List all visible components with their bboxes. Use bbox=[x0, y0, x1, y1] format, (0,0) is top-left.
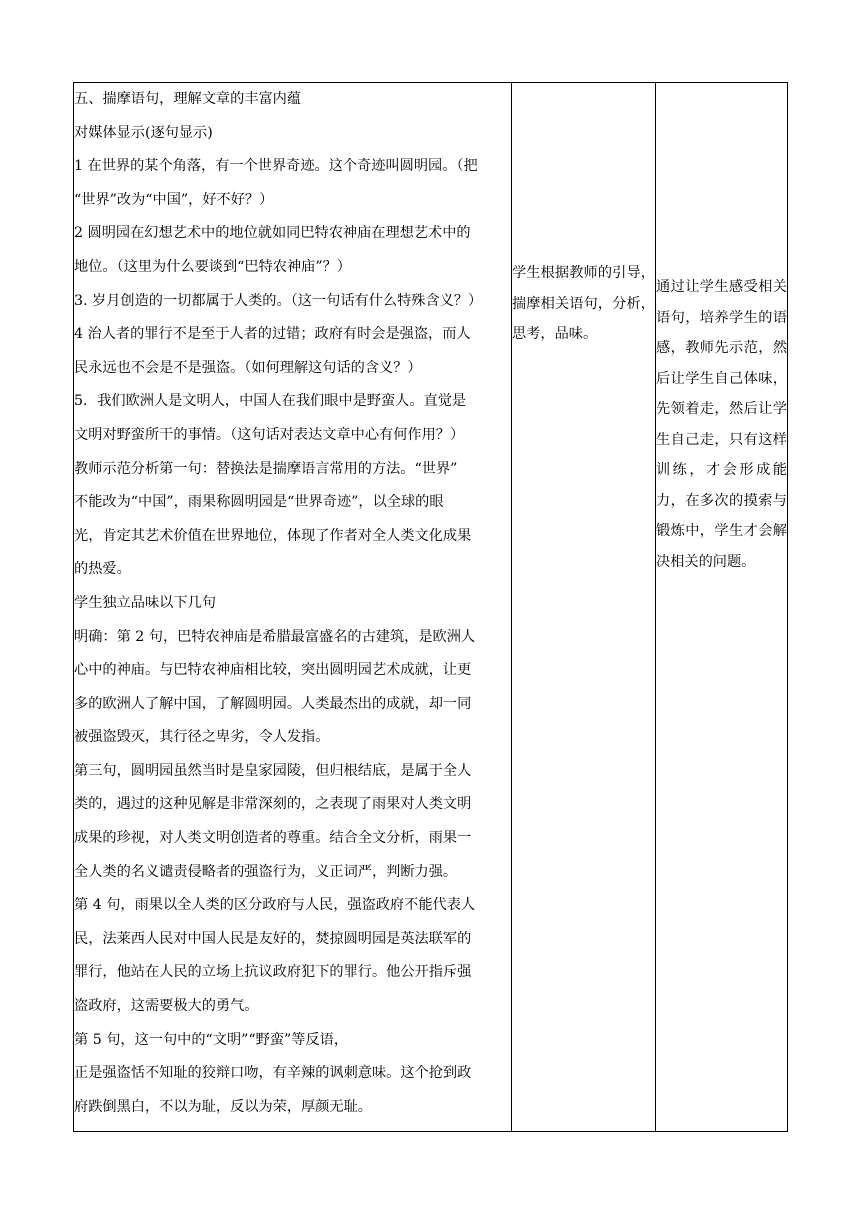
design-intent-text: 通过让学生感受相关语句，培养学生的语感，教师先示范，然后让学生自己体味，先领着走，然后让学生自己走，只有这样训练，才会形成能力，在多次的摸索与锻炼中，学生才会解决相关的问题。 bbox=[656, 279, 787, 570]
text-line: 正是强盗恬不知耻的狡辩口吻，有辛辣的讽刺意味。这个抢到政 bbox=[74, 1065, 472, 1082]
design-intent-cell bbox=[656, 83, 788, 1132]
text-line: 多的欧洲人了解中国，了解圆明园。人类最杰出的成就，却一同 bbox=[74, 695, 472, 712]
text-line: 民永远也不会是不是强盗。（如何理解这句话的含义？） bbox=[74, 359, 422, 376]
text-line: 教师示范分析第一句：替换法是揣摩语言常用的方法。“世界” bbox=[74, 460, 458, 477]
text-line: “世界”改为“中国”，好不好？） bbox=[74, 191, 274, 208]
teaching-activity-text bbox=[74, 83, 511, 1124]
text-line: 罪行，他站在人民的立场上抗议政府犯下的罪行。他公开指斥强 bbox=[74, 964, 472, 981]
text-line: 被强盗毁灭，其行径之卑劣，令人发指。 bbox=[74, 729, 330, 746]
text-line: 的热爱。 bbox=[74, 561, 131, 578]
text-line: 府跌倒黑白，不以为耻，反以为荣，厚颜无耻。 bbox=[74, 1098, 372, 1115]
text-line: 5．我们欧洲人是文明人，中国人在我们眼中是野蛮人。直觉是 bbox=[74, 393, 467, 410]
text-line: 第 5 句，这一句中的“文明”“野蛮”等反语， bbox=[74, 1031, 349, 1048]
table-row bbox=[74, 83, 788, 1132]
text-line: 1 在世界的某个角落，有一个世界奇迹。这个奇迹叫圆明园。（把 bbox=[74, 158, 478, 175]
text-line: 类的，遇过的这种见解是非常深刻的，之表现了雨果对人类文明 bbox=[74, 796, 472, 813]
text-line: 2 圆明园在幻想艺术中的地位就如同巴特农神庙在理想艺术中的 bbox=[74, 225, 471, 242]
text-line: 心中的神庙。与巴特农神庙相比较，突出圆明园艺术成就，让更 bbox=[74, 662, 472, 679]
text-line: 光，肯定其艺术价值在世界地位，体现了作者对全人类文化成果 bbox=[74, 527, 472, 544]
text-line: 全人类的名义谴责侵略者的强盗行为，义正词严，判断力强。 bbox=[74, 863, 458, 880]
text-line: 地位。（这里为什么要谈到“巴特农神庙”？） bbox=[74, 258, 351, 275]
lesson-plan-table bbox=[73, 82, 788, 1132]
text-line: 第三句，圆明园虽然当时是皇家园陵，但归根结底，是属于全人 bbox=[74, 762, 472, 779]
student-activity-text: 学生根据教师的引导，揣摩相关语句，分析，思考，品味。 bbox=[512, 265, 655, 342]
text-line: 民，法莱西人民对中国人民是友好的，焚掠圆明园是英法联军的 bbox=[74, 930, 472, 947]
text-line: 成果的珍视，对人类文明创造者的尊重。结合全文分析，雨果一 bbox=[74, 830, 472, 847]
student-activity-cell bbox=[512, 83, 656, 1132]
text-line: 文明对野蛮所干的事情。（这句话对表达文章中心有何作用？） bbox=[74, 426, 465, 443]
text-line: 盗政府，这需要极大的勇气。 bbox=[74, 998, 259, 1015]
text-line: 五、揣摩语句，理解文章的丰富内蕴 bbox=[74, 91, 302, 107]
text-line: 3. 岁月创造的一切都属于人类的。（这一句话有什么特殊含义？） bbox=[74, 292, 483, 309]
text-line: 学生独立品味以下几句 bbox=[74, 594, 216, 611]
text-line: 第 4 句，雨果以全人类的区分政府与人民，强盗政府不能代表人 bbox=[74, 897, 476, 914]
teaching-activity-cell bbox=[74, 83, 512, 1132]
text-line: 明确：第 2 句，巴特农神庙是希腊最富盛名的古建筑，是欧洲人 bbox=[74, 628, 476, 645]
text-line: 4 治人者的罪行不是至于人者的过错；政府有时会是强盗，而人 bbox=[74, 326, 471, 343]
text-line: 不能改为“中国”，雨果称圆明园是“世界奇迹”，以全球的眼 bbox=[74, 494, 444, 511]
text-line: 对媒体显示(逐句显示) bbox=[74, 124, 213, 141]
